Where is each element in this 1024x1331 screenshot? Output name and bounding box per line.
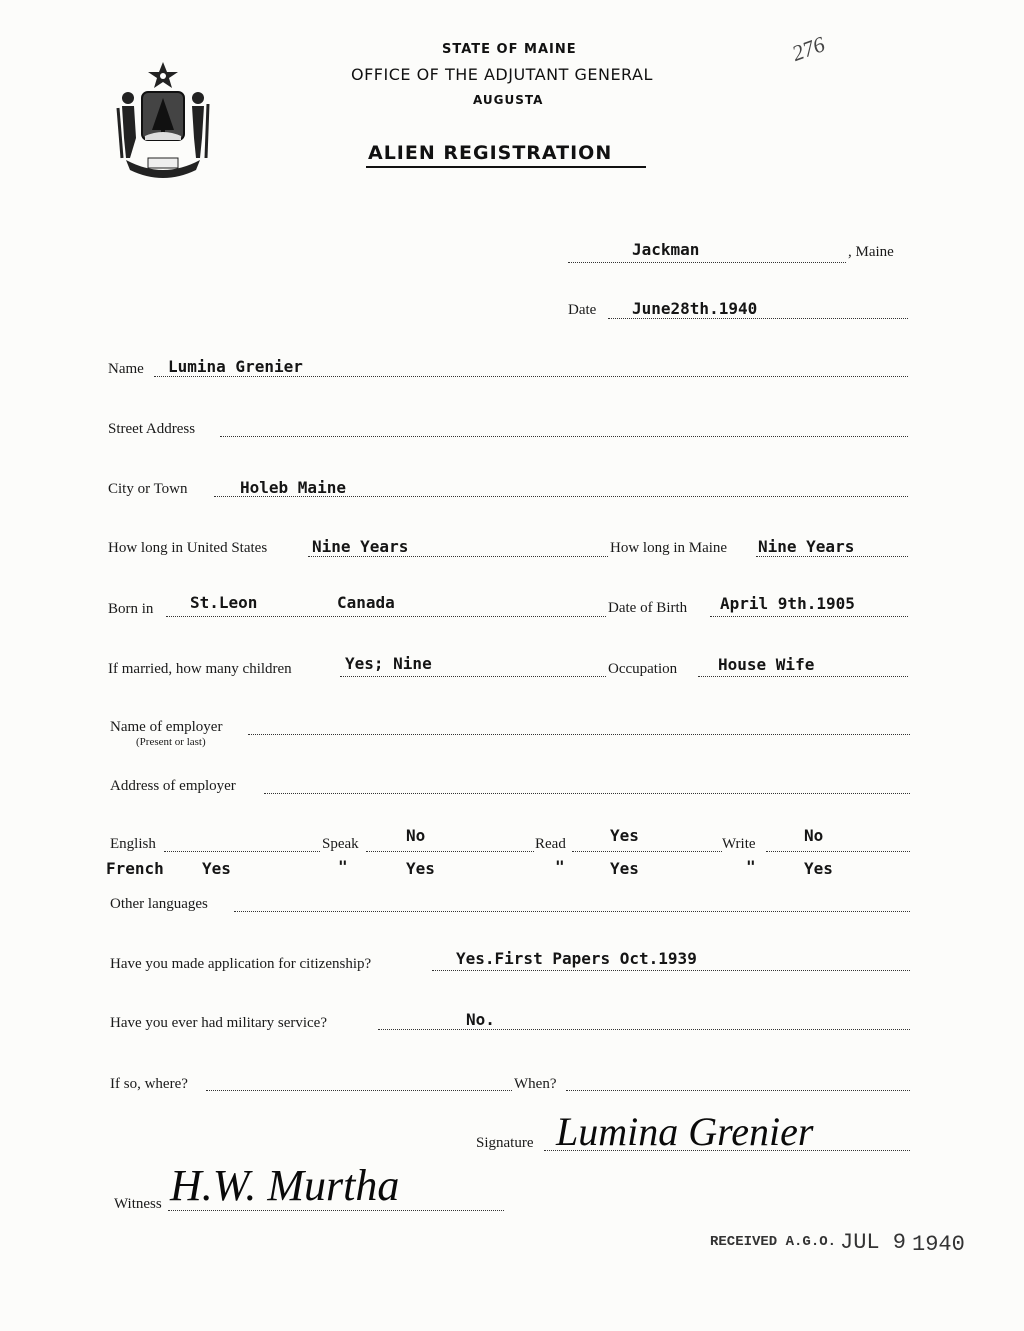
ditto-write: " <box>746 857 756 876</box>
born-line <box>166 616 606 617</box>
where-label: If so, where? <box>110 1076 188 1092</box>
dob-label: Date of Birth <box>608 600 688 616</box>
employer-line <box>248 734 910 735</box>
street-label: Street Address <box>108 421 196 437</box>
other-languages-line <box>234 911 910 912</box>
us-duration-value: Nine Years <box>312 537 409 556</box>
employer-address-line <box>264 793 910 794</box>
ditto-speak: " <box>338 857 348 876</box>
other-languages-label: Other languages <box>110 896 208 912</box>
employer-sublabel: (Present or last) <box>136 736 206 748</box>
state-seal-icon <box>108 58 218 180</box>
employer-label: Name of employer <box>110 719 223 735</box>
name-line <box>154 376 908 377</box>
form-title: ALIEN REGISTRATION <box>368 142 613 164</box>
born-place-value: St.Leon <box>190 593 258 612</box>
place-suffix: , Maine <box>848 244 894 260</box>
occupation-label: Occupation <box>608 661 678 677</box>
maine-duration-value: Nine Years <box>758 537 855 556</box>
witness-value: H.W. Murtha <box>170 1161 400 1210</box>
dob-value: April 9th.1905 <box>720 594 855 613</box>
received-stamp-date: JUL 9 <box>840 1230 907 1255</box>
date-value: June28th.1940 <box>632 299 758 318</box>
born-label: Born in <box>108 601 154 617</box>
french-speak-value: Yes <box>406 859 435 878</box>
english-line <box>164 851 320 852</box>
witness-label: Witness <box>114 1196 162 1212</box>
signature-value: Lumina Grenier <box>556 1109 814 1154</box>
name-value: Lumina Grenier <box>168 357 303 376</box>
english-read-value: Yes <box>610 826 639 845</box>
employer-address-label: Address of employer <box>110 778 236 794</box>
place-line <box>568 262 846 263</box>
write-line <box>766 851 910 852</box>
signature-label: Signature <box>476 1135 534 1151</box>
corner-note: 276 <box>788 31 829 66</box>
ditto-read: " <box>555 857 565 876</box>
military-line <box>378 1029 910 1030</box>
citizenship-line <box>432 970 910 971</box>
maine-duration-label: How long in Maine <box>610 540 728 556</box>
header-state: STATE OF MAINE <box>442 42 577 57</box>
name-label: Name <box>108 361 144 377</box>
header-city: AUGUSTA <box>473 93 544 107</box>
city-label: City or Town <box>108 481 188 497</box>
children-label: If married, how many children <box>108 661 292 677</box>
header-office: OFFICE OF THE ADJUTANT GENERAL <box>351 65 653 84</box>
read-label: Read <box>535 836 566 852</box>
citizenship-label: Have you made application for citizenship? <box>110 956 372 972</box>
born-country-value: Canada <box>337 593 395 612</box>
french-label: French <box>106 859 164 878</box>
us-duration-line <box>308 556 608 557</box>
maine-duration-line <box>756 556 908 557</box>
occupation-value: House Wife <box>718 655 815 674</box>
speak-label: Speak <box>322 836 359 852</box>
occupation-line <box>698 676 908 677</box>
us-duration-label: How long in United States <box>108 540 268 556</box>
where-line <box>206 1090 512 1091</box>
military-label: Have you ever had military service? <box>110 1015 327 1031</box>
received-stamp-label: RECEIVED A.G.O. <box>710 1234 837 1250</box>
french-yes: Yes <box>202 859 231 878</box>
children-value: Yes; Nine <box>345 654 432 673</box>
military-value: No. <box>466 1010 495 1029</box>
city-value: Holeb Maine <box>240 478 346 497</box>
received-stamp-year: 1940 <box>912 1232 965 1257</box>
english-label: English <box>110 836 156 852</box>
dob-line <box>710 616 908 617</box>
speak-line <box>366 851 534 852</box>
date-label: Date <box>568 302 597 318</box>
title-underline <box>366 166 646 168</box>
read-line <box>572 851 722 852</box>
date-line <box>608 318 908 319</box>
english-speak-value: No <box>406 826 426 845</box>
citizenship-value: Yes.First Papers Oct.1939 <box>456 949 697 968</box>
street-line <box>220 436 908 437</box>
write-label: Write <box>722 836 756 852</box>
english-write-value: No <box>804 826 824 845</box>
when-line <box>566 1090 910 1091</box>
when-label: When? <box>514 1076 557 1092</box>
children-line <box>340 676 606 677</box>
place-value: Jackman <box>632 240 700 259</box>
french-write-value: Yes <box>804 859 833 878</box>
french-read-value: Yes <box>610 859 639 878</box>
